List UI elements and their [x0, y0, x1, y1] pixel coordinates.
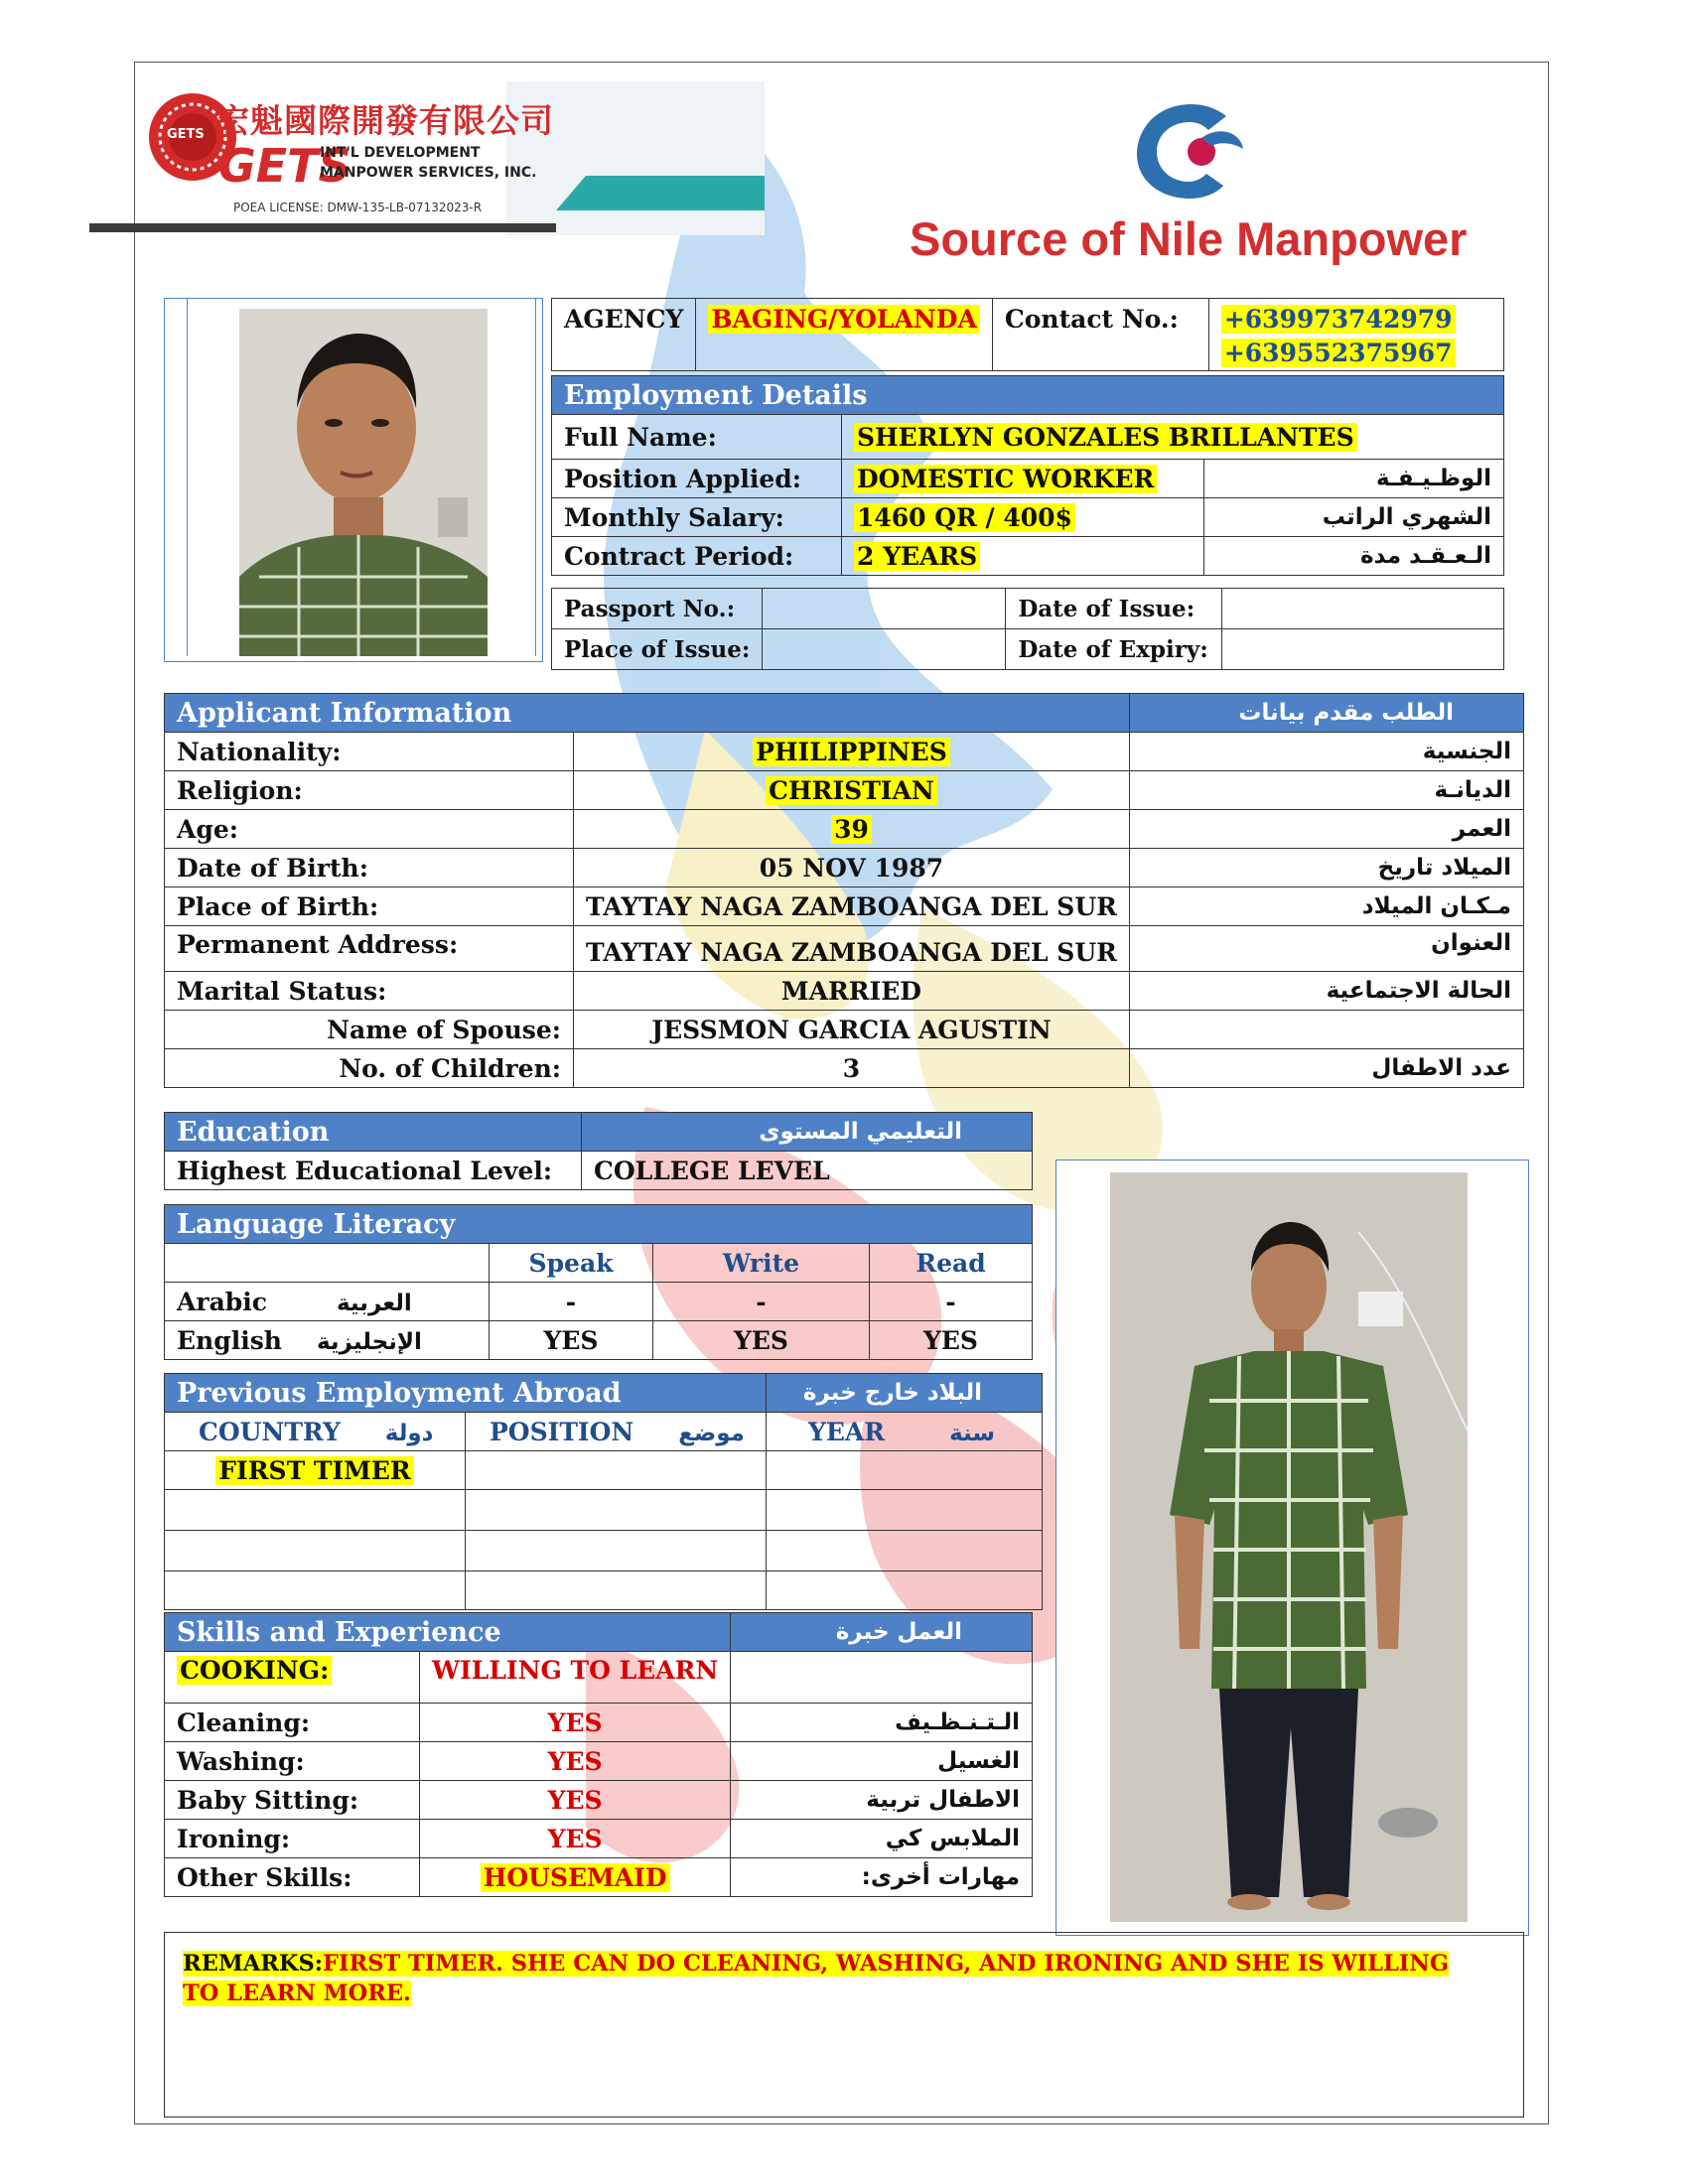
- applicant-full-body-photo: [1055, 1160, 1529, 1936]
- skills-header: Skills and Experience: [165, 1613, 731, 1652]
- english-read: YES: [870, 1321, 1033, 1360]
- ironing-arabic: الملابس كي: [731, 1820, 1033, 1858]
- ironing-label: Ironing:: [165, 1820, 420, 1858]
- previous-employment-row: [165, 1490, 1043, 1531]
- marital-status-value: MARRIED: [574, 972, 1130, 1011]
- applicant-information-header-arabic: الطلب مقدم بيانات: [1129, 694, 1523, 733]
- other-skills-cell: [420, 1858, 731, 1897]
- spouse-arabic: [1129, 1011, 1523, 1049]
- passport-no-value: [763, 589, 1006, 629]
- expiry-date-label: Date of Expiry:: [1006, 629, 1222, 670]
- skills-table: [164, 1612, 1033, 1897]
- previous-country-cell: [165, 1490, 466, 1531]
- previous-employment-row: [165, 1451, 1043, 1490]
- full-name-label: Full Name:: [552, 415, 842, 460]
- applicant-row-address: [165, 926, 1524, 972]
- agency-label: AGENCY: [552, 299, 696, 371]
- english-name: English: [177, 1325, 282, 1355]
- read-col-header: Read: [870, 1244, 1033, 1283]
- applicant-row-nationality: [165, 733, 1524, 771]
- position-value: DOMESTIC WORKER: [854, 465, 1157, 493]
- previous-employment-row: [165, 1571, 1043, 1610]
- applicant-portrait-photo: [164, 298, 543, 662]
- education-header-arabic: التعليمي المستوى: [582, 1113, 1033, 1152]
- skill-row-other: [165, 1858, 1033, 1897]
- country-label: COUNTRY: [199, 1417, 341, 1446]
- education-table: [164, 1112, 1033, 1190]
- gets-seal-text: GETS: [167, 127, 205, 142]
- year-label: YEAR: [808, 1417, 886, 1446]
- dob-label: Date of Birth:: [165, 849, 574, 887]
- previous-country-cell: [165, 1571, 466, 1610]
- contact-number-2: +639552375967: [1221, 339, 1456, 367]
- applicant-information-header: Applicant Information: [165, 694, 1130, 733]
- remarks-text: FIRST TIMER. SHE CAN DO CLEANING, WASHING, AND IRONING AND SHE IS WILLING TO LEARN MORE.: [183, 1951, 1450, 2006]
- passport-no-label: Passport No.:: [552, 589, 763, 629]
- arabic-write: -: [653, 1283, 870, 1321]
- previous-year-cell: [767, 1531, 1043, 1571]
- gets-brand-name: GETS: [218, 139, 352, 193]
- full-body-image: [1110, 1172, 1468, 1922]
- applicant-row-spouse: [165, 1011, 1524, 1049]
- applicant-information-table: [164, 693, 1524, 1088]
- applicant-row-religion: [165, 771, 1524, 810]
- previous-country-cell: [165, 1451, 466, 1490]
- address-arabic: العنوان: [1129, 926, 1523, 972]
- full-name-cell: [842, 415, 1504, 460]
- salary-arabic: الشهري الراتب: [1204, 498, 1504, 537]
- skill-row-washing: [165, 1742, 1033, 1781]
- education-level-label: Highest Educational Level:: [165, 1152, 582, 1190]
- gets-subtitle-1: INT'L DEVELOPMENT: [320, 145, 481, 161]
- nationality-arabic: الجنسية: [1129, 733, 1523, 771]
- age-value: 39: [831, 815, 872, 844]
- other-skills-arabic: مهارات أخرى:: [731, 1858, 1033, 1897]
- salary-cell: [842, 498, 1204, 537]
- portrait-image: [239, 309, 488, 656]
- previous-position-cell: [466, 1571, 767, 1610]
- washing-arabic: الغسيل: [731, 1742, 1033, 1781]
- remarks-box: [164, 1932, 1524, 2117]
- age-cell: [574, 810, 1130, 849]
- place-of-birth-label: Place of Birth:: [165, 887, 574, 926]
- previous-employment-table: [164, 1373, 1043, 1610]
- marital-status-arabic: الحالة الاجتماعية: [1129, 972, 1523, 1011]
- full-name-value: SHERLYN GONZALES BRILLANTES: [854, 423, 1357, 452]
- source-of-nile-logo: [894, 94, 1489, 273]
- address-value: TAYTAY NAGA ZAMBOANGA DEL SUR: [574, 926, 1130, 972]
- salary-value: 1460 QR / 400$: [854, 503, 1075, 532]
- skill-row-cooking: [165, 1652, 1033, 1704]
- children-value: 3: [574, 1049, 1130, 1088]
- arabic-speak: -: [490, 1283, 653, 1321]
- arabic-name-arabic: العربية: [336, 1290, 412, 1316]
- previous-employment-header: Previous Employment Abroad: [165, 1374, 767, 1413]
- language-blank-header: [165, 1244, 490, 1283]
- previous-year-cell: [767, 1451, 1043, 1490]
- washing-label: Washing:: [165, 1742, 420, 1781]
- education-header: Education: [165, 1113, 582, 1152]
- marital-status-label: Marital Status:: [165, 972, 574, 1011]
- cooking-arabic: [731, 1652, 1033, 1704]
- language-row-arabic: [165, 1283, 1033, 1321]
- ironing-value: YES: [420, 1820, 731, 1858]
- year-arabic: سنة: [949, 1420, 996, 1446]
- applicant-row-children: [165, 1049, 1524, 1088]
- arabic-read: -: [870, 1283, 1033, 1321]
- applicant-row-place-of-birth: [165, 887, 1524, 926]
- position-col-arabic: موضع: [678, 1420, 745, 1446]
- contact-numbers-cell: [1208, 299, 1503, 371]
- position-arabic: الوظـيـفـة: [1204, 460, 1504, 498]
- agency-value: BAGING/YOLANDA: [708, 305, 979, 334]
- gets-chinese-name: 宏魁國際開發有限公司: [216, 101, 554, 140]
- applicant-row-dob: [165, 849, 1524, 887]
- previous-employment-header-arabic: البلاد خارج خبرة: [767, 1374, 1043, 1413]
- passport-table: [551, 588, 1504, 670]
- applicant-row-age: [165, 810, 1524, 849]
- spouse-value: JESSMON GARCIA AGUSTIN: [574, 1011, 1130, 1049]
- education-level-value: COLLEGE LEVEL: [582, 1152, 1033, 1190]
- gets-subtitle-2: MANPOWER SERVICES, INC.: [320, 165, 537, 181]
- remarks-label: REMARKS:: [183, 1951, 324, 1977]
- skill-row-baby-sitting: [165, 1781, 1033, 1820]
- arabic-name: Arabic: [177, 1287, 267, 1316]
- cleaning-label: Cleaning:: [165, 1704, 420, 1742]
- previous-position-cell: [466, 1490, 767, 1531]
- nationality-value: PHILIPPINES: [753, 738, 950, 766]
- spouse-label: Name of Spouse:: [165, 1011, 574, 1049]
- cooking-label: COOKING:: [177, 1656, 332, 1685]
- other-skills-label: Other Skills:: [165, 1858, 420, 1897]
- contract-value: 2 YEARS: [854, 542, 980, 571]
- religion-cell: [574, 771, 1130, 810]
- nationality-label: Nationality:: [165, 733, 574, 771]
- position-col-label: POSITION: [490, 1417, 634, 1446]
- previous-position-cell: [466, 1531, 767, 1571]
- position-cell: [842, 460, 1204, 498]
- employment-details-header: Employment Details: [552, 376, 1504, 415]
- language-row-english: [165, 1321, 1033, 1360]
- baby-sitting-value: YES: [420, 1781, 731, 1820]
- skills-header-arabic: العمل خبرة: [731, 1613, 1033, 1652]
- source-of-nile-icon: [1132, 94, 1251, 204]
- expiry-date-value: [1222, 629, 1504, 670]
- religion-value: CHRISTIAN: [766, 776, 937, 805]
- washing-value: YES: [420, 1742, 731, 1781]
- dob-arabic: الميلاد تاريخ: [1129, 849, 1523, 887]
- children-label: No. of Children:: [165, 1049, 574, 1088]
- address-label: Permanent Address:: [165, 926, 574, 972]
- year-col-header: [767, 1413, 1043, 1451]
- applicant-row-marital-status: [165, 972, 1524, 1011]
- previous-employment-row: [165, 1531, 1043, 1571]
- issue-date-value: [1222, 589, 1504, 629]
- contract-cell: [842, 537, 1204, 576]
- previous-year-cell: [767, 1490, 1043, 1531]
- age-arabic: العمر: [1129, 810, 1523, 849]
- cleaning-arabic: الـتـنـظـيف: [731, 1704, 1033, 1742]
- contact-label: Contact No.:: [992, 299, 1208, 371]
- agency-value-cell: [696, 299, 992, 371]
- contract-label: Contract Period:: [552, 537, 842, 576]
- country-col-header: [165, 1413, 466, 1451]
- language-literacy-header: Language Literacy: [165, 1205, 1033, 1244]
- cleaning-value: YES: [420, 1704, 731, 1742]
- language-literacy-table: [164, 1204, 1033, 1360]
- religion-arabic: الديانـة: [1129, 771, 1523, 810]
- gets-license: POEA LICENSE: DMW-135-LB-07132023-R: [233, 201, 483, 214]
- nationality-cell: [574, 733, 1130, 771]
- gets-logo: [89, 81, 765, 235]
- position-col-header: [466, 1413, 767, 1451]
- speak-col-header: Speak: [490, 1244, 653, 1283]
- employment-details-table: [551, 375, 1504, 576]
- agency-table: [551, 298, 1504, 371]
- english-write: YES: [653, 1321, 870, 1360]
- skill-row-cleaning: [165, 1704, 1033, 1742]
- country-arabic: دولة: [384, 1420, 434, 1446]
- children-arabic: عدد الاطفال: [1129, 1049, 1523, 1088]
- contact-number-1: +639973742979: [1221, 305, 1456, 334]
- dob-value: 05 NOV 1987: [574, 849, 1130, 887]
- age-label: Age:: [165, 810, 574, 849]
- religion-label: Religion:: [165, 771, 574, 810]
- previous-position-cell: [466, 1451, 767, 1490]
- source-of-nile-name: Source of Nile Manpower: [910, 212, 1468, 265]
- place-of-issue-value: [763, 629, 1006, 670]
- english-speak: YES: [490, 1321, 653, 1360]
- skill-row-ironing: [165, 1820, 1033, 1858]
- cooking-label-cell: [165, 1652, 420, 1704]
- arabic-name-cell: [165, 1283, 490, 1321]
- english-name-arabic: الإنجليزية: [316, 1328, 422, 1355]
- write-col-header: Write: [653, 1244, 870, 1283]
- previous-year-cell: [767, 1571, 1043, 1610]
- other-skills-value: HOUSEMAID: [481, 1863, 670, 1892]
- baby-sitting-label: Baby Sitting:: [165, 1781, 420, 1820]
- previous-country-cell: [165, 1531, 466, 1571]
- first-timer-value: FIRST TIMER: [215, 1456, 413, 1485]
- position-label: Position Applied:: [552, 460, 842, 498]
- place-of-birth-value: TAYTAY NAGA ZAMBOANGA DEL SUR: [574, 887, 1130, 926]
- issue-date-label: Date of Issue:: [1006, 589, 1222, 629]
- salary-label: Monthly Salary:: [552, 498, 842, 537]
- place-of-issue-label: Place of Issue:: [552, 629, 763, 670]
- cooking-value: WILLING TO LEARN: [420, 1652, 731, 1704]
- contract-arabic: الـعـقـد مدة: [1204, 537, 1504, 576]
- english-name-cell: [165, 1321, 490, 1360]
- baby-sitting-arabic: الاطفال تربية: [731, 1781, 1033, 1820]
- place-of-birth-arabic: مـكـان الميلاد: [1129, 887, 1523, 926]
